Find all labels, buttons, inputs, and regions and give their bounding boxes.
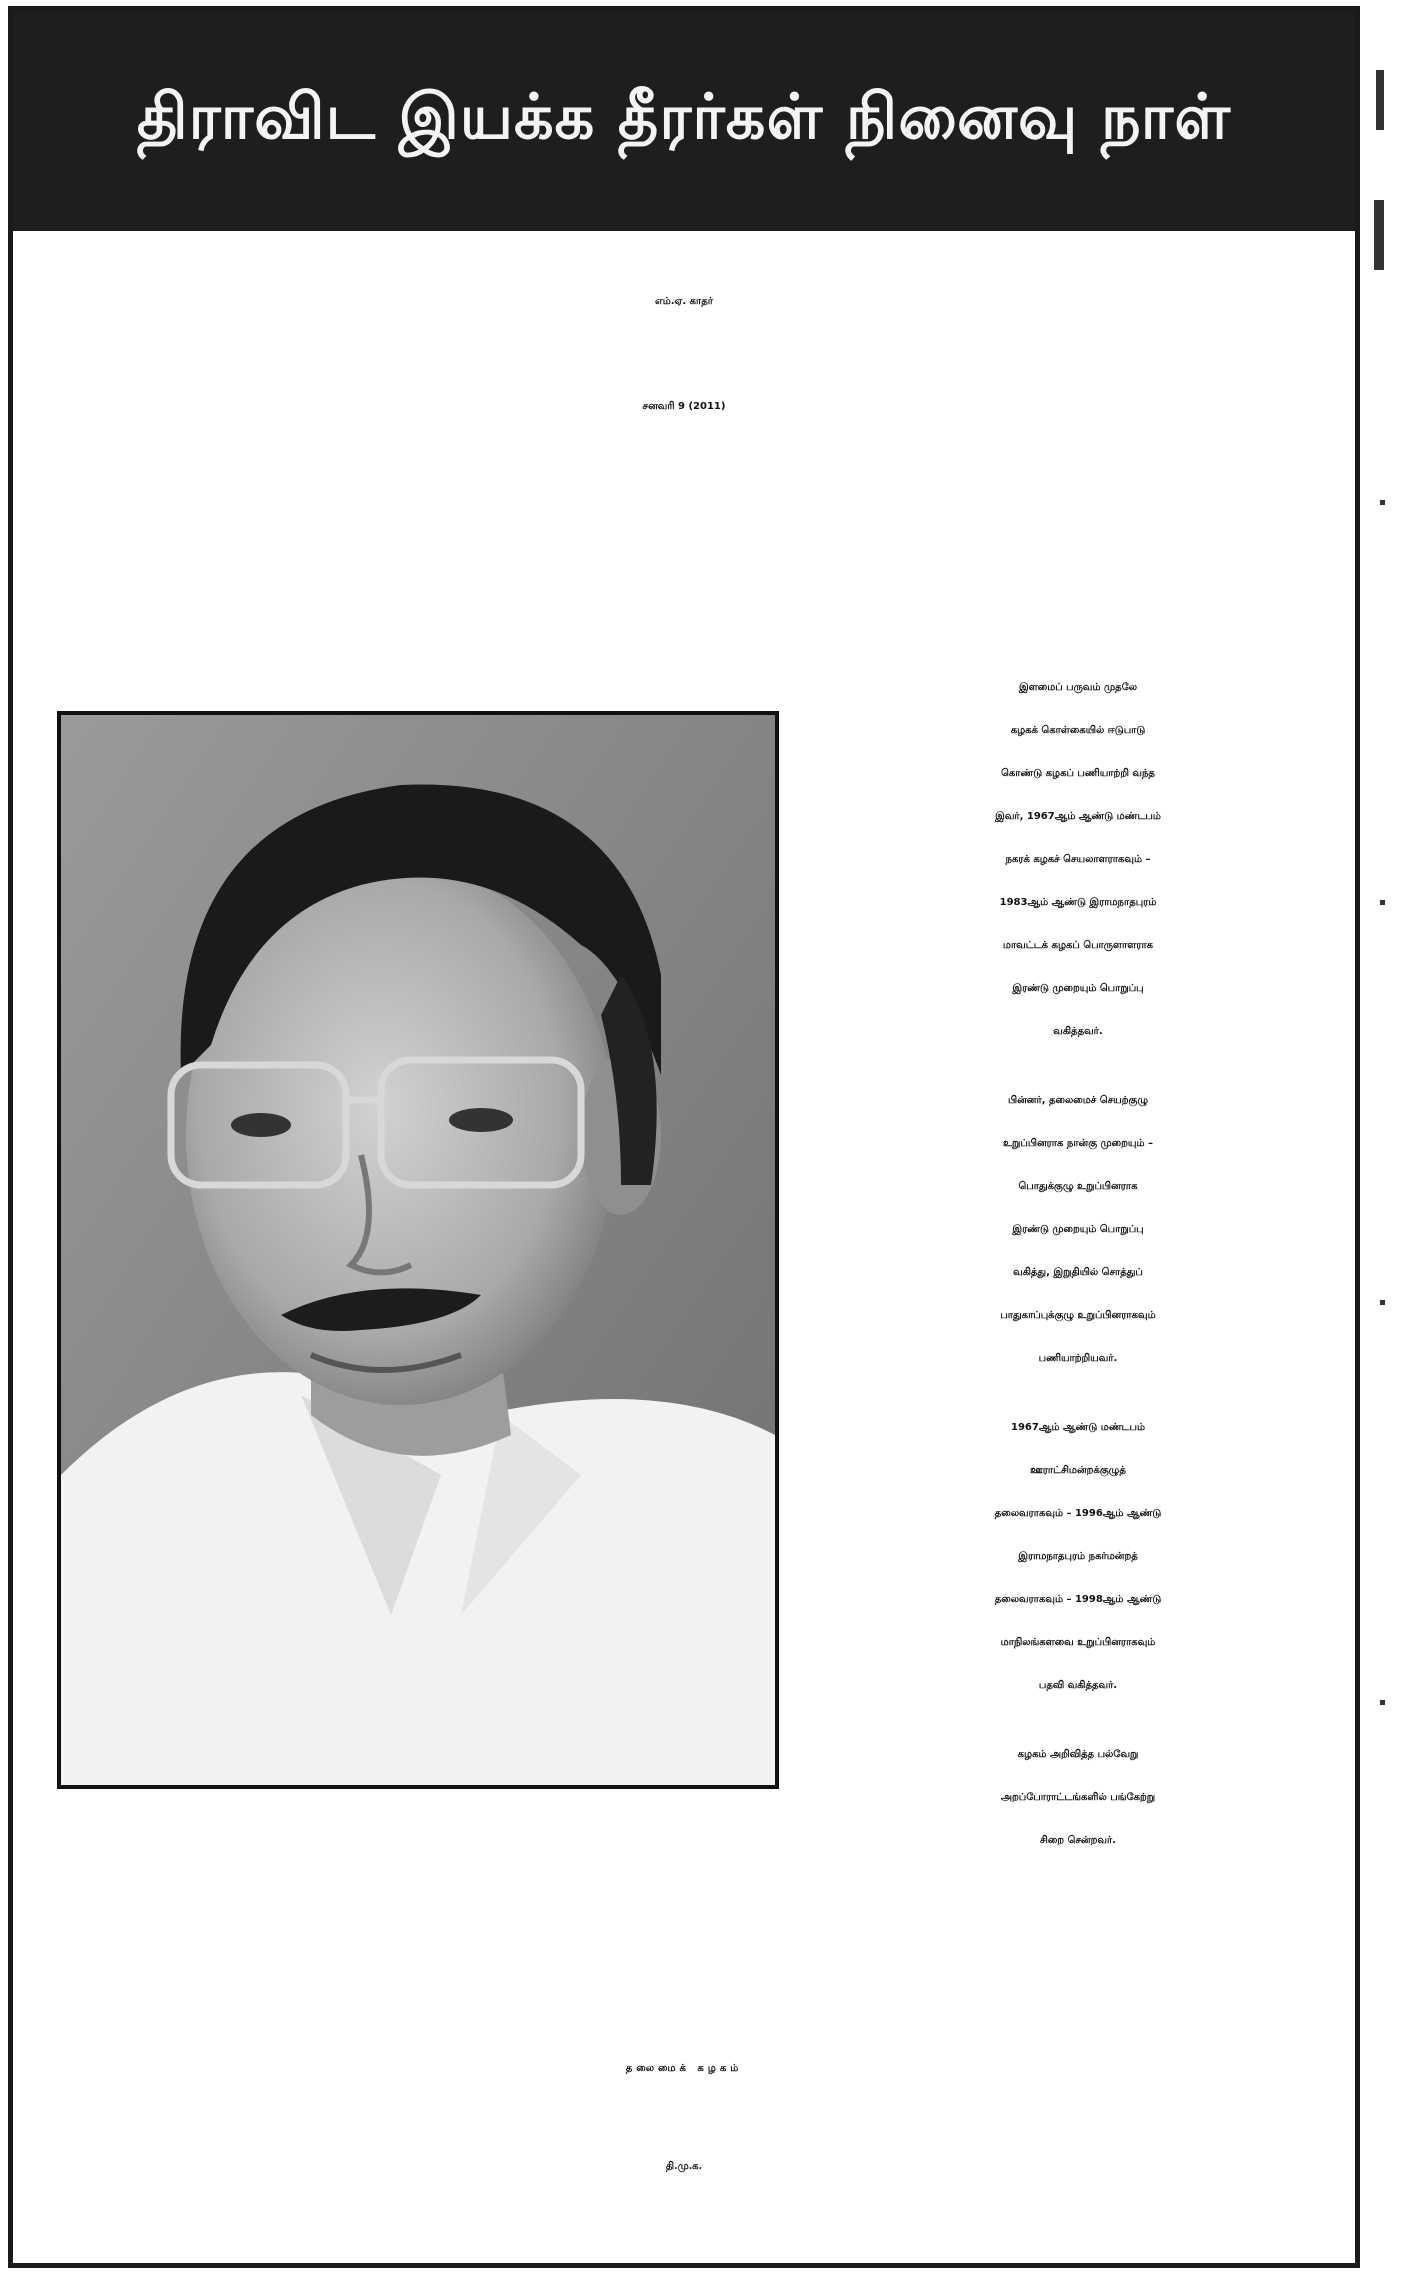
bio-paragraph [803,1733,1353,1862]
bio-line: ஊராட்சிமன்றக்குழுத் [1030,1465,1126,1476]
footer-organization: தலைமைக் கழகம் [625,2063,743,2074]
title-banner [13,11,1355,231]
bio-line: இராமநாதபுரம் நகர்மன்றத் [1018,1551,1138,1562]
bio-line: வகித்து, இறுதியில் சொத்துப் [1013,1267,1143,1278]
bio-line: இவர், 1967ஆம் ஆண்டு மண்டபம் [995,811,1161,822]
portrait-photo [57,711,779,1789]
notice-frame [8,6,1360,2268]
footer-party-name: தி.மு.க. [665,2161,703,2172]
portrait-image [61,715,775,1785]
bio-line: கழகம் அறிவித்த பல்வேறு [1017,1749,1139,1760]
bio-line: தலைவராகவும் – 1998ஆம் ஆண்டு [994,1594,1162,1605]
person-name: எம்.ஏ. காதர் [654,296,714,307]
bio-line: பொதுக்குழு உறுப்பினராக [1018,1181,1138,1192]
adjacent-page-edge [1366,0,1406,2282]
bio-line: இளமைப் பருவம் முதலே [1018,682,1137,693]
bio-line: மாவட்டக் கழகப் பொருளாளராக [1002,940,1154,951]
bio-paragraph [803,1079,1353,1380]
biography [803,666,1353,1888]
bio-line: தலைவராகவும் – 1996ஆம் ஆண்டு [994,1508,1162,1519]
memorial-date: சனவரி 9 (2011) [642,401,726,412]
bio-line: நகரக் கழகச் செயலாளராகவும் – [1005,854,1151,865]
banner-title: திராவிட இயக்க தீரர்கள் நினைவு நாள் [136,80,1232,153]
bio-line: பணியாற்றியவர். [1038,1353,1118,1364]
bio-line: இரண்டு முறையும் பொறுப்பு [1012,1224,1144,1235]
bio-line: வகித்தவர். [1053,1026,1103,1037]
bio-line: இரண்டு முறையும் பொறுப்பு [1012,983,1144,994]
bio-line: சிறை சென்றவர். [1039,1835,1116,1846]
bio-line: கழகக் கொள்கையில் ஈடுபாடு [1010,725,1146,736]
bio-line: பாதுகாப்புக்குழு உறுப்பினராகவும் [1000,1310,1156,1321]
bio-line: 1967ஆம் ஆண்டு மண்டபம் [1010,1422,1145,1433]
bio-line: அறப்போராட்டங்களில் பங்கேற்று [1000,1792,1156,1803]
bio-paragraph [803,1406,1353,1707]
bio-line: பின்னர், தலைமைச் செயற்குழு [1007,1095,1149,1106]
bio-line: 1983ஆம் ஆண்டு இராமநாதபுரம் [999,897,1157,908]
bio-line: கொண்டு கழகப் பணியாற்றி வந்த [1001,768,1155,779]
bio-line: உறுப்பினராக நான்கு முறையும் – [1002,1138,1154,1149]
bio-line: பதவி வகித்தவர். [1038,1680,1118,1691]
bio-line: மாநிலங்களவை உறுப்பினராகவும் [1000,1637,1156,1648]
bio-paragraph [803,666,1353,1053]
